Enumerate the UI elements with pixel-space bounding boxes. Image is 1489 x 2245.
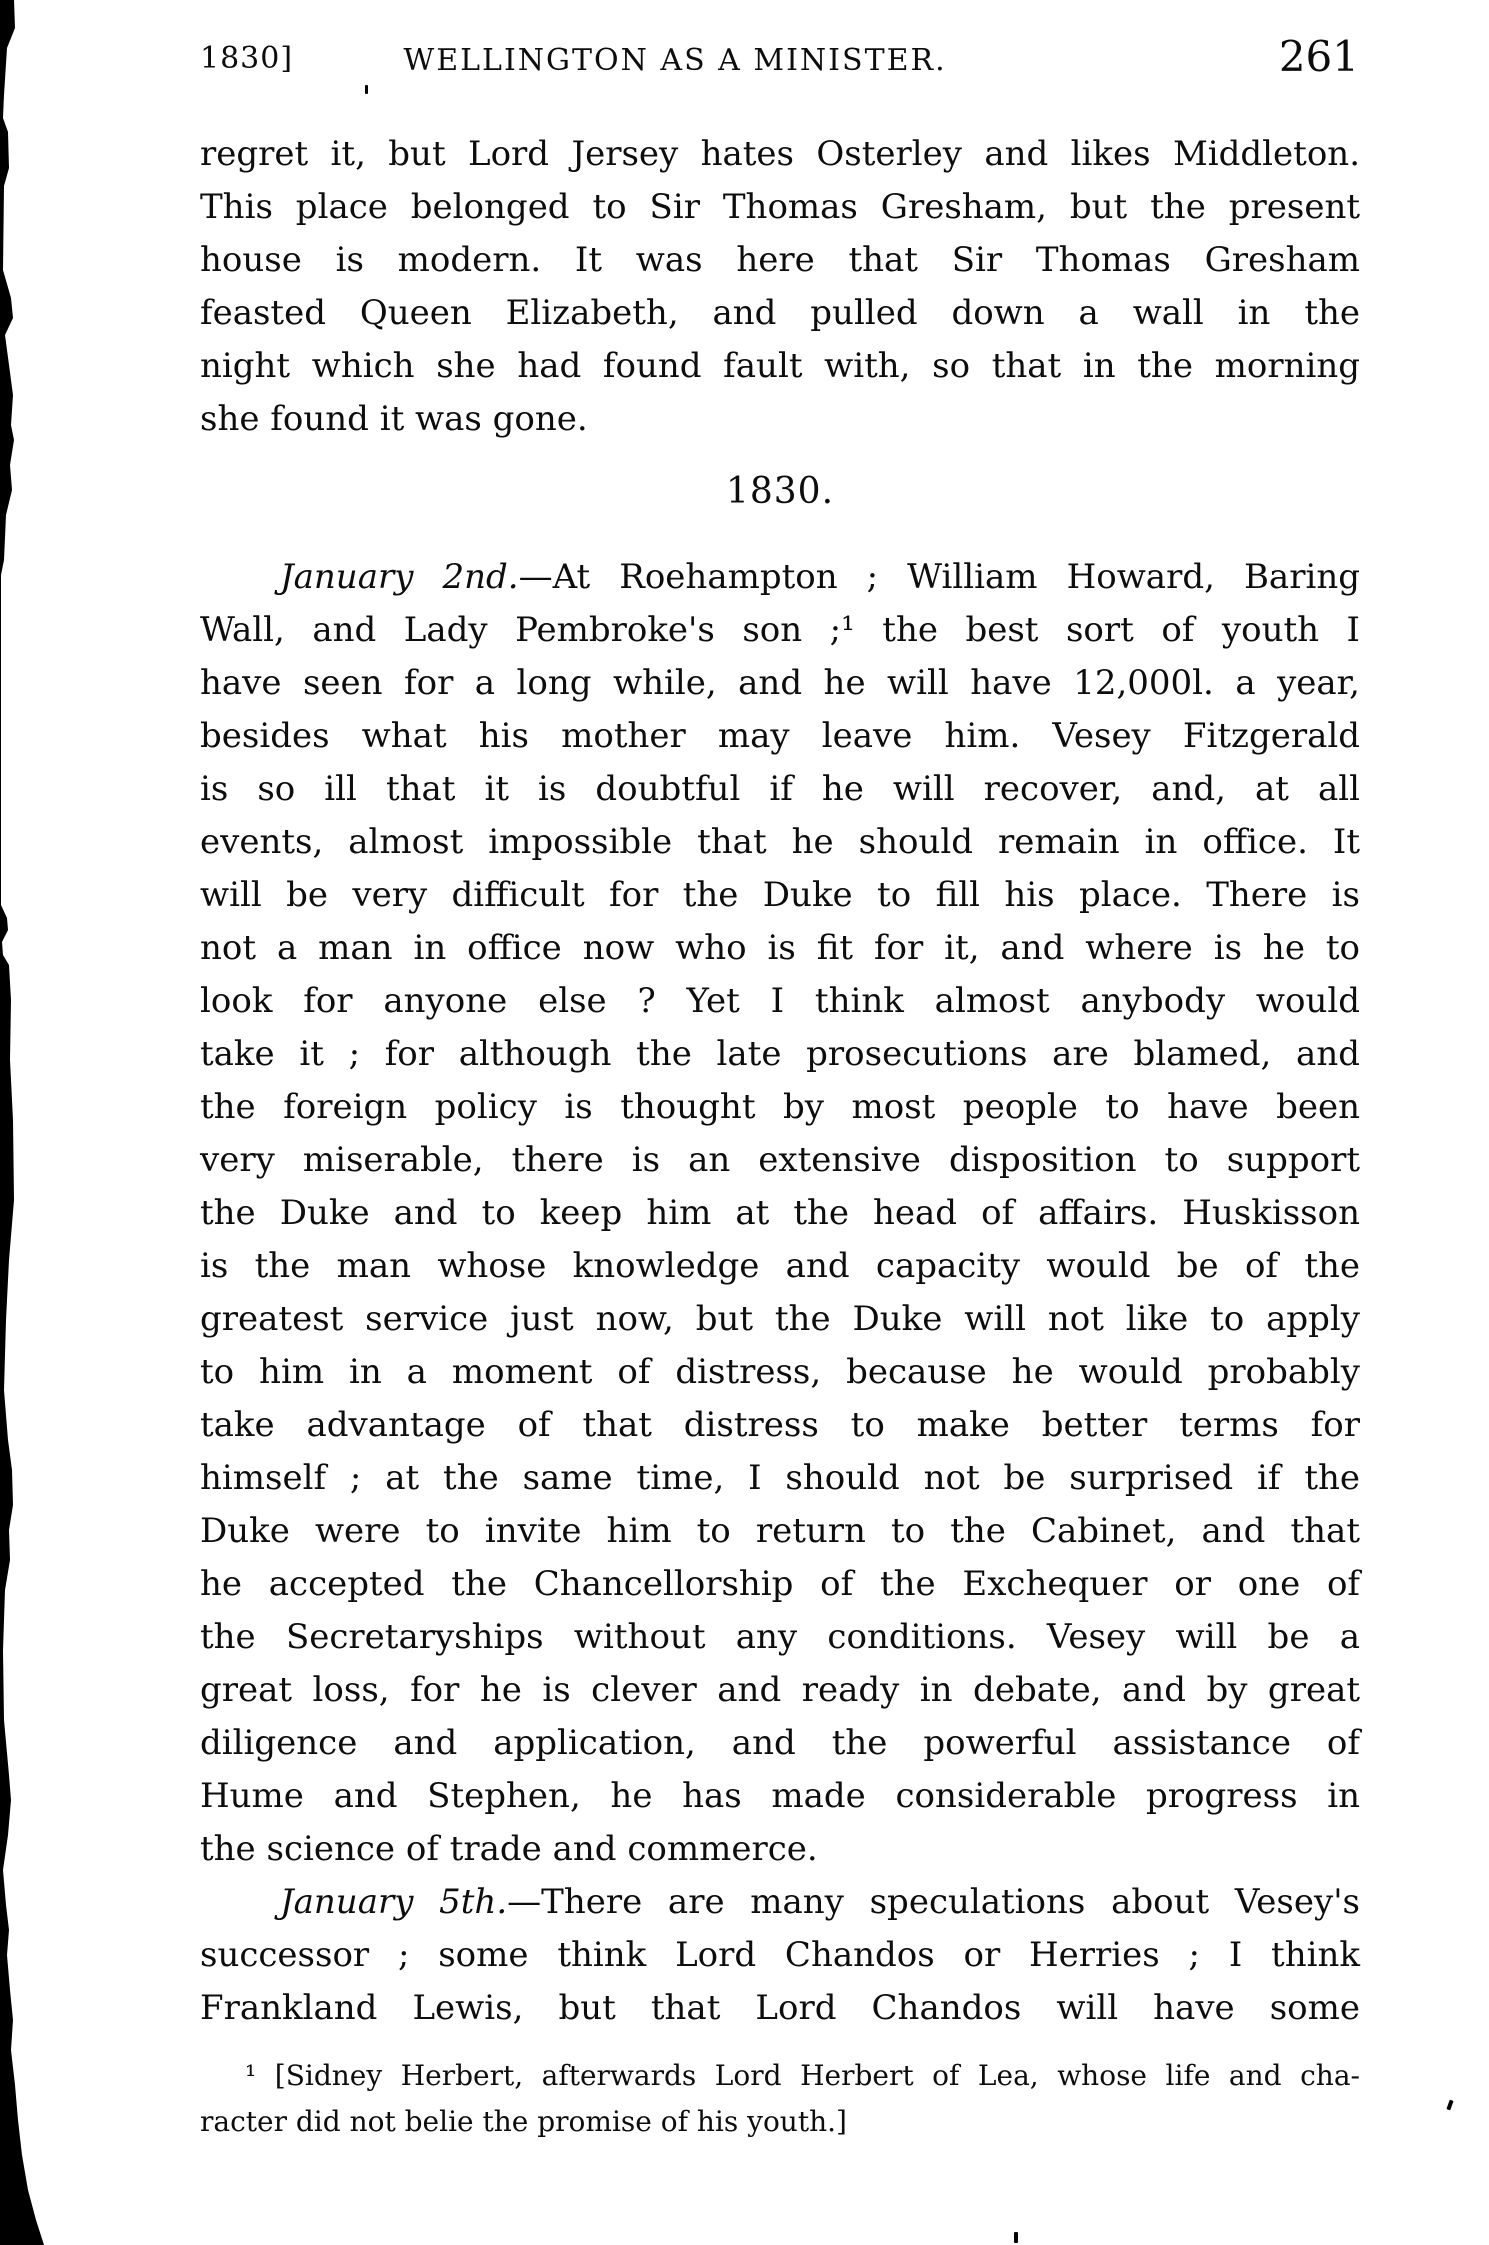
diary-entry-jan-5 [200,1876,1360,2035]
text-line [200,1876,1360,1929]
diary-entry-jan-2 [200,551,1360,1876]
text-line: take advantage of that distress to make better terms for [200,1405,1360,1445]
text-line: to him in a moment of distress, because he would probably [200,1352,1360,1392]
header-running-title: WELLINGTON AS A MINISTER. [403,43,947,78]
footnote-line: ¹ [Sidney Herbert, afterwards Lord Herbert of Lea, whose life and cha- [245,2059,1360,2092]
text-body [200,128,1360,2145]
text-line: diligence and application, and the powerful assistance of [200,1723,1360,1763]
ink-speck [1446,2100,1453,2111]
text-line: besides what his mother may leave him. Vesey Fitzgerald [200,716,1360,756]
header-page-number: 261 [1278,32,1359,81]
text-line: will be very difficult for the Duke to fill his place. There is [200,875,1360,915]
section-year-heading: 1830. [725,471,835,512]
text-line: she found it was gone. [200,399,588,439]
paragraph-continuation [200,128,1360,446]
ink-speck [1014,2232,1018,2243]
text-line [200,551,1360,604]
binding-shadow-artifact [0,0,60,2245]
text-line: regret it, but Lord Jersey hates Osterley and likes Middleton. [200,134,1360,174]
header-year-marker: 1830] [200,41,294,76]
footnote [200,2053,1360,2145]
text-line: successor ; some think Lord Chandos or Herries ; I think [200,1935,1360,1975]
text-line: the foreign policy is thought by most people to have been [200,1087,1360,1127]
entry-date: January 5th. [280,1882,508,1922]
entry-text: —There are many speculations about Vesey's [507,1882,1360,1922]
text-line: take it ; for although the late prosecutions are blamed, and [200,1034,1360,1074]
text-line: Hume and Stephen, he has made considerable progress in [200,1776,1360,1816]
text-line: is the man whose knowledge and capacity would be of the [200,1246,1360,1286]
footnote-line: racter did not belie the promise of his youth.] [200,2105,847,2138]
text-line: great loss, for he is clever and ready in debate, and by great [200,1670,1360,1710]
text-line: Frankland Lewis, but that Lord Chandos will have some [200,1988,1360,2028]
text-line: house is modern. It was here that Sir Thomas Gresham [200,240,1360,280]
text-line: look for anyone else ? Yet I think almost anybody would [200,981,1360,1021]
text-line: greatest service just now, but the Duke will not like to apply [200,1299,1360,1339]
text-line: not a man in office now who is fit for it, and where is he to [200,928,1360,968]
text-line: Wall, and Lady Pembroke's son ;¹ the best sort of youth I [200,610,1360,650]
text-line: have seen for a long while, and he will have 12,000l. a year, [200,663,1360,703]
entry-date: January 2nd. [280,557,519,597]
ink-speck [365,85,368,94]
text-line: events, almost impossible that he should remain in office. It [200,822,1360,862]
text-line: himself ; at the same time, I should not be surprised if the [200,1458,1360,1498]
text-line: very miserable, there is an extensive disposition to support [200,1140,1360,1180]
text-line: This place belonged to Sir Thomas Gresham, but the present [200,187,1360,227]
text-line: feasted Queen Elizabeth, and pulled down a wall in the [200,293,1360,333]
text-line: the Secretaryships without any conditions. Vesey will be a [200,1617,1360,1657]
text-line: he accepted the Chancellorship of the Exchequer or one of [200,1564,1360,1604]
entry-text: —At Roehampton ; William Howard, Baring [518,557,1360,597]
text-line: is so ill that it is doubtful if he will recover, and, at all [200,769,1360,809]
text-line: the Duke and to keep him at the head of affairs. Huskisson [200,1193,1360,1233]
text-line: Duke were to invite him to return to the Cabinet, and that [200,1511,1360,1551]
text-line: the science of trade and commerce. [200,1829,818,1869]
text-line: night which she had found fault with, so that in the morning [200,346,1360,386]
